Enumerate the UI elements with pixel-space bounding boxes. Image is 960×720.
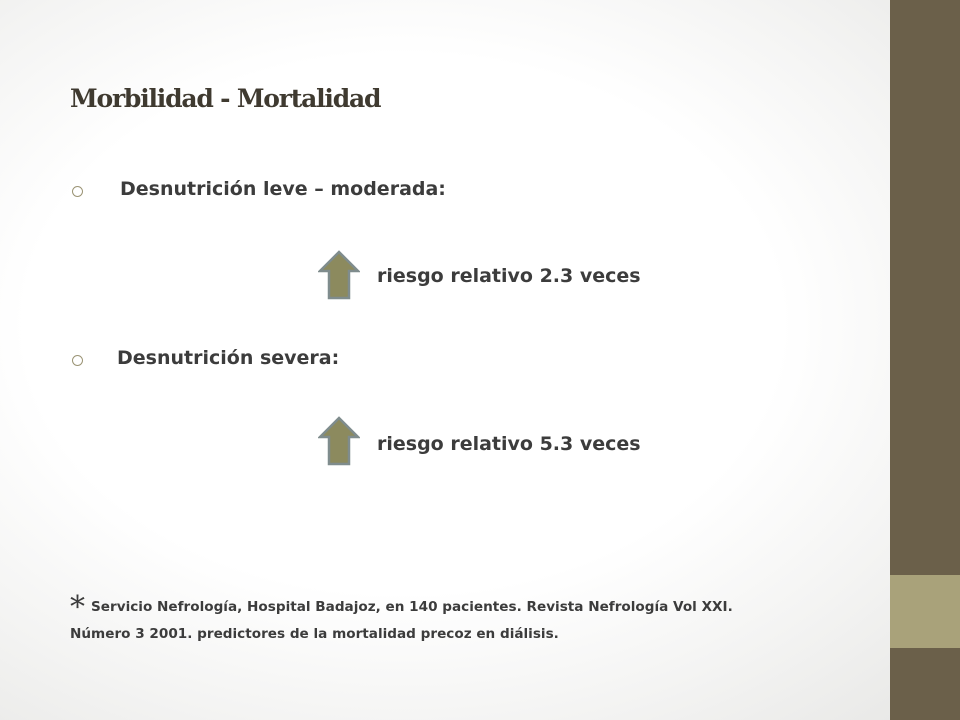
footnote-marker: * <box>70 590 85 625</box>
sidebar-decoration-bottom <box>890 648 960 720</box>
sidebar-decoration-top <box>890 0 960 575</box>
up-arrow-icon <box>318 416 360 466</box>
footnote <box>70 592 885 649</box>
bullet-label-1: Desnutrición leve – moderada: <box>120 178 446 200</box>
footnote-line-1: Servicio Nefrología, Hospital Badajoz, en 140 pacientes. Revista Nefrología Vol XXI. <box>91 599 733 615</box>
sidebar-decoration-accent <box>890 575 960 648</box>
bullet-marker-icon <box>72 355 83 366</box>
bullet-marker-icon <box>72 186 83 197</box>
up-arrow-icon <box>318 250 360 300</box>
footnote-line-2: Número 3 2001. predictores de la mortalidad precoz en diálisis. <box>70 626 559 642</box>
bullet-label-2: Desnutrición severa: <box>117 347 340 369</box>
risk-text-1: riesgo relativo 2.3 veces <box>377 265 641 287</box>
slide-title: Morbilidad - Mortalidad <box>70 84 381 113</box>
risk-text-2: riesgo relativo 5.3 veces <box>377 433 641 455</box>
